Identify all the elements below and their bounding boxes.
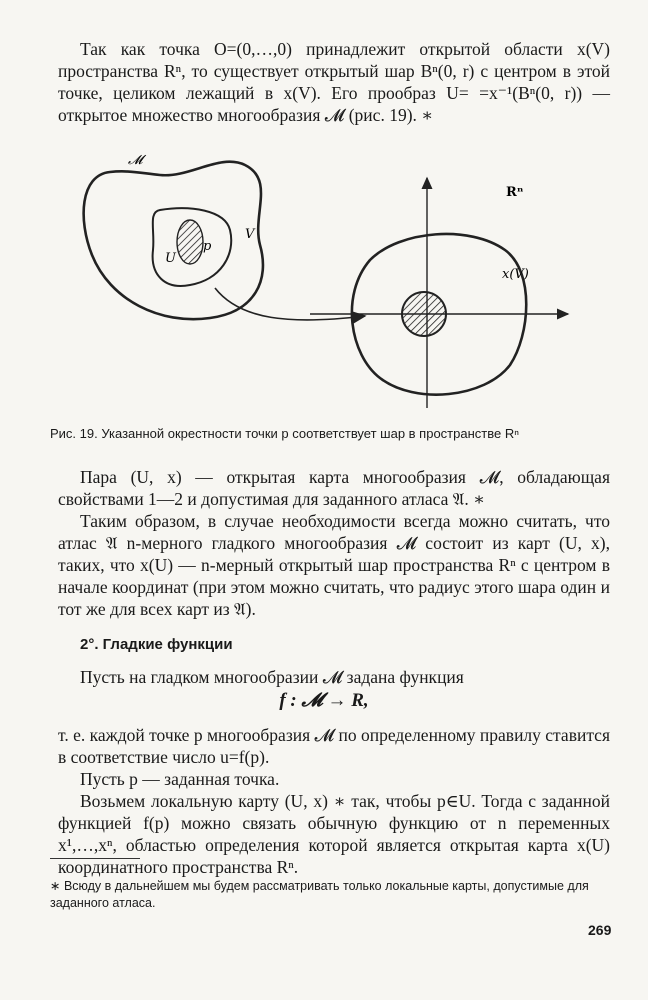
footnote-rule — [50, 858, 140, 859]
paragraph-pair: Пара (U, x) — открытая карта многообразия 𝓜, обладающая свойствами 1—2 и допустимая для заданного атласа 𝔄. ∗ — [58, 467, 610, 509]
manifold-outline — [84, 162, 263, 319]
footnote: ∗ Всюду в дальнейшем мы будем рассматривать только локальные карты, допустимые для заданного атласа. — [50, 879, 589, 910]
figure-19 — [40, 150, 620, 420]
formula-f: f : 𝓜 → R, — [279, 690, 369, 711]
paragraph-point: Пусть p — заданная точка. — [80, 769, 280, 789]
region-U-hatched — [177, 220, 203, 264]
paragraph-function-intro: Пусть на гладком многообразии 𝓜 задана функция — [80, 667, 464, 687]
label-manifold: 𝓜 — [128, 153, 143, 168]
mapping-arrow — [215, 288, 365, 320]
paragraph-local-chart: Возьмем локальную карту (U, x) ∗ так, чтобы p∈U. Тогда с заданной функцией f(p) можно связать обычную функцию от n переменных x¹,…,xⁿ, областью определения которой является открытая карта x(U) координатного пространства Rⁿ. — [58, 791, 610, 877]
label-Rn: Rⁿ — [506, 185, 524, 200]
ball-Bn-hatched — [402, 292, 446, 336]
label-V: V — [245, 227, 255, 242]
figure-caption: Рис. 19. Указанной окрестности точки p соответствует шар в пространстве Rⁿ — [50, 426, 519, 441]
section-heading: 2°. Гладкие функции — [80, 636, 233, 653]
label-U: U — [165, 251, 176, 266]
page-number: 269 — [588, 922, 612, 938]
paragraph-atlas: Таким образом, в случае необходимости всегда можно считать, что атлас 𝔄 n-мерного гладкого многообразия 𝓜 состоит из карт (U, x), таких, что x(U) — n-мерный открытый шар пространства Rⁿ с центром в начале координат (при этом можно считать, что радиус этого шара один и тот же для всех карт из 𝔄). — [58, 511, 610, 619]
paragraph-intro: Так как точка O=(0,…,0) принадлежит открытой области x(V) пространства Rⁿ, то существует открытый шар Bⁿ(0, r) с центром в этой точке, целиком лежащий в x(V). Его прообраз U= =x⁻¹(Bⁿ(0, r)) — открытое множество многообразия 𝓜 (рис. 19). ∗ — [58, 39, 610, 125]
label-p: p — [203, 239, 212, 254]
paragraph-mapping: т. е. каждой точке p многообразия 𝓜 по определенному правилу ставится в соответствие число u=f(p). — [58, 725, 610, 767]
label-xV: x(V) — [502, 267, 529, 282]
